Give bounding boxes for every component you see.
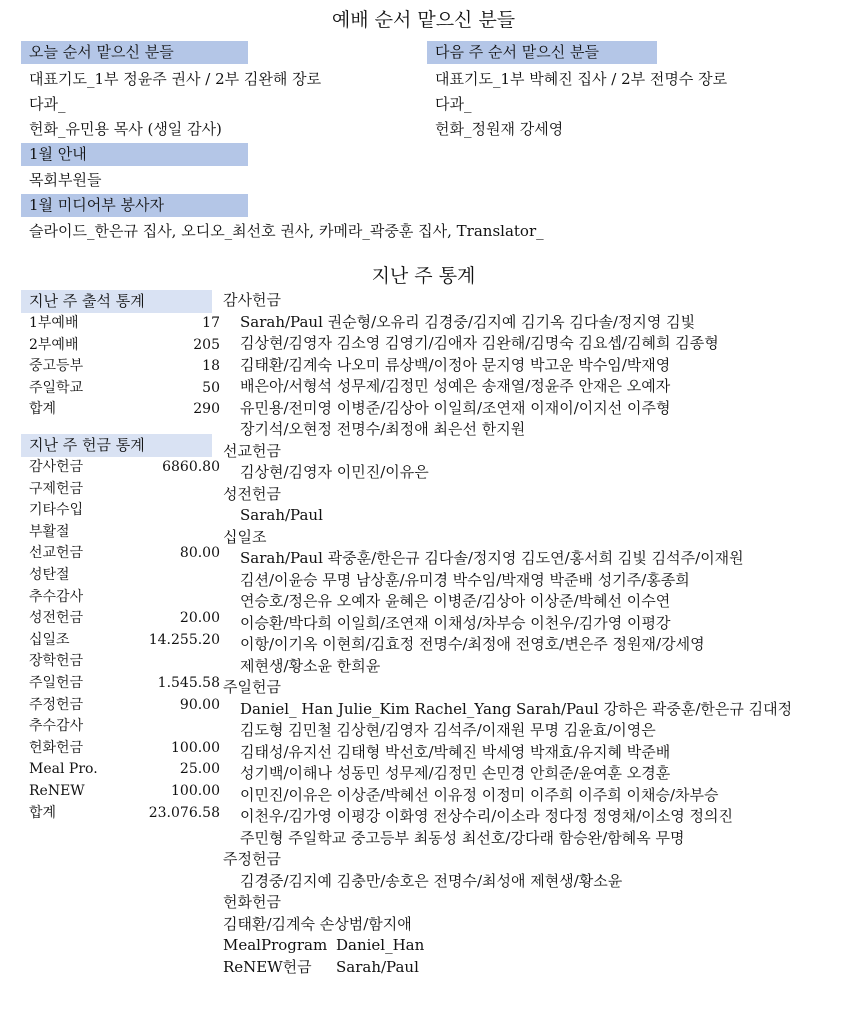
- renew-line: [223, 957, 838, 979]
- mission-offering-names: [223, 462, 838, 484]
- offering-label: 주일헌금: [29, 675, 84, 691]
- january-notice-line: 목회부원들: [29, 171, 102, 189]
- meal-program-line: [223, 935, 838, 957]
- offering-label: 감사헌금: [29, 459, 84, 475]
- donor-line: 김경중/김지예 김충만/송호은 전명수/최성애 제현생/황소윤: [240, 871, 623, 890]
- offering-value: 23.076.58: [148, 804, 220, 821]
- next-snack: 다과_: [435, 95, 472, 113]
- donor-line: 장기석/오현정 전명수/최정애 최은선 한지원: [240, 420, 526, 438]
- offering-value: 20.00: [179, 610, 220, 627]
- next-prayer: 대표기도_1부 박혜진 집사 / 2부 전명수 장로: [435, 70, 728, 88]
- donor-line: 연승호/정은유 오예자 윤혜은 이병준/김상아 이상준/박혜선 이수연: [240, 592, 671, 610]
- offering-row: [29, 499, 220, 521]
- offering-row: [29, 456, 220, 478]
- thanks-offering-label: 감사헌금: [223, 291, 281, 309]
- attendance-value: 290: [193, 401, 220, 417]
- offering-label: 주정헌금: [29, 696, 84, 713]
- offering-label: 헌화헌금: [29, 739, 84, 756]
- offering-label: 장학헌금: [29, 653, 84, 670]
- donor-line: 김션/이윤승 무명 남상훈/유미경 박수임/박재영 박준배 성기주/홍종희: [240, 570, 690, 589]
- flower-offering-label: 헌화헌금: [223, 893, 281, 911]
- attendance-value: 205: [193, 336, 220, 353]
- meal-program-label: MealProgram: [223, 936, 328, 954]
- attendance-value: 17: [202, 315, 220, 331]
- renew-names: Sarah/Paul: [336, 957, 419, 976]
- attendance-label: 2부예배: [29, 336, 79, 353]
- donor-line: 김태성/유지선 김태형 박선호/박혜진 박세영 박재효/유지혜 박준배: [240, 742, 671, 761]
- weekly-offering-label: 주정헌금: [223, 850, 281, 868]
- offering-row: [29, 737, 220, 759]
- offering-row: [29, 521, 220, 543]
- offering-row: [29, 758, 220, 780]
- offering-label: Meal Pro.: [29, 761, 98, 778]
- offering-label: 선교헌금: [29, 545, 84, 562]
- today-header: 오늘 순서 맡으신 분들: [21, 41, 248, 64]
- offering-row: [29, 694, 220, 716]
- donor-line: Sarah/Paul 권순형/오유리 김경중/김지예 김기옥 김다솔/정지영 김빛: [240, 312, 696, 331]
- mission-offering-label: 선교헌금: [223, 441, 281, 460]
- offering-label: ReNEW: [29, 783, 85, 799]
- offering-label: 추수감사: [29, 588, 84, 605]
- media-line: 슬라이드_한은규 집사, 오디오_최선호 권사, 카메라_곽중훈 집사, Translator_: [29, 222, 544, 240]
- offering-value: 100.00: [171, 783, 220, 799]
- offering-row: [29, 586, 220, 608]
- offering-label: 합계: [29, 804, 57, 821]
- donor-line: 이민진/이유은 이상준/박혜선 이유정 이정미 이주희 이주희 이채승/차부승: [240, 785, 719, 804]
- offering-row: [29, 564, 220, 586]
- next-flower: 헌화_정원재 강세영: [435, 120, 564, 138]
- meal-program-names: Daniel_Han: [336, 936, 425, 954]
- attendance-row: [29, 355, 220, 377]
- donor-line: Daniel_ Han Julie_Kim Rachel_Yang Sarah/Paul 강하은 곽중훈/한은규 김대정: [240, 699, 793, 718]
- donor-line: 김도형 김민철 김상현/김영자 김석주/이재원 무명 김윤효/이영은: [240, 721, 656, 739]
- offering-row: [29, 607, 220, 629]
- sunday-offering-label: 주일헌금: [223, 678, 281, 696]
- donor-line: 성기백/이해나 성동민 성무제/김정민 손민경 안희준/윤여훈 오경훈: [240, 764, 671, 782]
- page-title: 예배 순서 맡으신 분들: [331, 9, 516, 31]
- media-header: 1월 미디어부 봉사자: [21, 194, 248, 217]
- offering-row: [29, 802, 220, 824]
- donor-list: [223, 290, 838, 978]
- offering-row: [29, 780, 220, 802]
- offering-label: 기타수입: [29, 502, 84, 519]
- offering-label: 성전헌금: [29, 610, 84, 627]
- today-snack: 다과_: [29, 95, 66, 113]
- donor-line: Sarah/Paul 곽중훈/한은규 김다솔/정지영 김도연/홍서희 김빛 김석주/이재원: [240, 549, 744, 567]
- offering-label: 추수감사: [29, 718, 84, 735]
- attendance-label: 주일학교: [29, 379, 84, 396]
- donor-line: 김태환/김계숙 나오미 류상백/이정아 문지영 박고운 박수임/박재영: [240, 355, 671, 374]
- attendance-header: 지난 주 출석 통계: [21, 290, 212, 313]
- offering-header: 지난 주 헌금 통계: [21, 434, 212, 457]
- temple-offering-label: 성전헌금: [223, 484, 281, 503]
- tithe-label: 십일조: [223, 527, 267, 546]
- offering-row: [29, 672, 220, 694]
- offering-row: [29, 715, 220, 737]
- offering-row: [29, 542, 220, 564]
- donor-line: 김상현/김영자 김소영 김영기/김애자 김완해/김명숙 김요셉/김혜희 김종형: [240, 334, 719, 352]
- attendance-value: 18: [202, 358, 220, 374]
- donor-line: 주민형 주일학교 중고등부 최동성 최선호/강다래 함승완/함혜옥 무명: [240, 828, 685, 847]
- donor-line: 유민용/전미영 이병준/김상아 이일희/조연재 이재이/이지선 이주형: [240, 398, 671, 417]
- attendance-row: [29, 398, 220, 420]
- attendance-label: 1부예배: [29, 315, 79, 331]
- offering-row: [29, 478, 220, 500]
- offering-value: 100.00: [171, 739, 220, 756]
- temple-offering-names: [223, 505, 838, 527]
- attendance-row: [29, 377, 220, 399]
- donor-line: 배은아/서형석 성무제/김정민 성예은 송재열/정윤주 안재은 오예자: [240, 377, 671, 395]
- offering-row: [29, 650, 220, 672]
- offering-label: 성탄절: [29, 567, 70, 583]
- donor-line: 이항/이기옥 이현희/김효정 전명수/최정애 전영호/변은주 정원재/강세영: [240, 635, 705, 653]
- attendance-value: 50: [202, 379, 220, 396]
- sunday-offering-names: [223, 699, 838, 850]
- stats-title: 지난 주 통계: [371, 265, 476, 287]
- donor-line: 이승환/박다희 이일희/조연재 이채성/차부승 이천우/김가영 이평강: [240, 613, 671, 632]
- attendance-row: [29, 312, 220, 334]
- offering-value: 1.545.58: [157, 675, 220, 691]
- offering-value: 90.00: [179, 696, 220, 713]
- attendance-row: [29, 334, 220, 356]
- attendance-label: 중고등부: [29, 358, 84, 374]
- offering-label: 십일조: [29, 631, 70, 648]
- offering-value: 14.255.20: [148, 631, 220, 648]
- offering-value: 80.00: [179, 545, 220, 562]
- today-flower: 헌화_유민용 목사 (생일 감사): [29, 120, 222, 138]
- offering-value: 25.00: [179, 761, 220, 778]
- tithe-names: [223, 548, 838, 677]
- thanks-offering-names: [223, 312, 838, 441]
- offering-label: 부활절: [29, 523, 70, 540]
- offering-row: [29, 629, 220, 651]
- january-notice-header: 1월 안내: [21, 143, 248, 166]
- weekly-offering-names: [223, 871, 838, 893]
- next-week-header: 다음 주 순서 맡으신 분들: [427, 41, 657, 64]
- offering-label: 구제헌금: [29, 480, 84, 497]
- flower-offering-names: 김태환/김계숙 손상범/함지애: [223, 914, 412, 933]
- offering-value: 6860.80: [162, 459, 220, 475]
- today-prayer: 대표기도_1부 정윤주 권사 / 2부 김완해 장로: [29, 70, 322, 88]
- donor-line: 제현생/황소윤 한희윤: [240, 656, 381, 675]
- renew-label: ReNEW헌금: [223, 957, 312, 976]
- attendance-label: 합계: [29, 401, 57, 417]
- donor-line: 이천우/김가영 이평강 이화영 전상수리/이소라 정다정 정영채/이소영 정의진: [240, 807, 733, 825]
- donor-line: Sarah/Paul: [240, 506, 323, 524]
- donor-line: 김상현/김영자 이민진/이유은: [240, 463, 429, 481]
